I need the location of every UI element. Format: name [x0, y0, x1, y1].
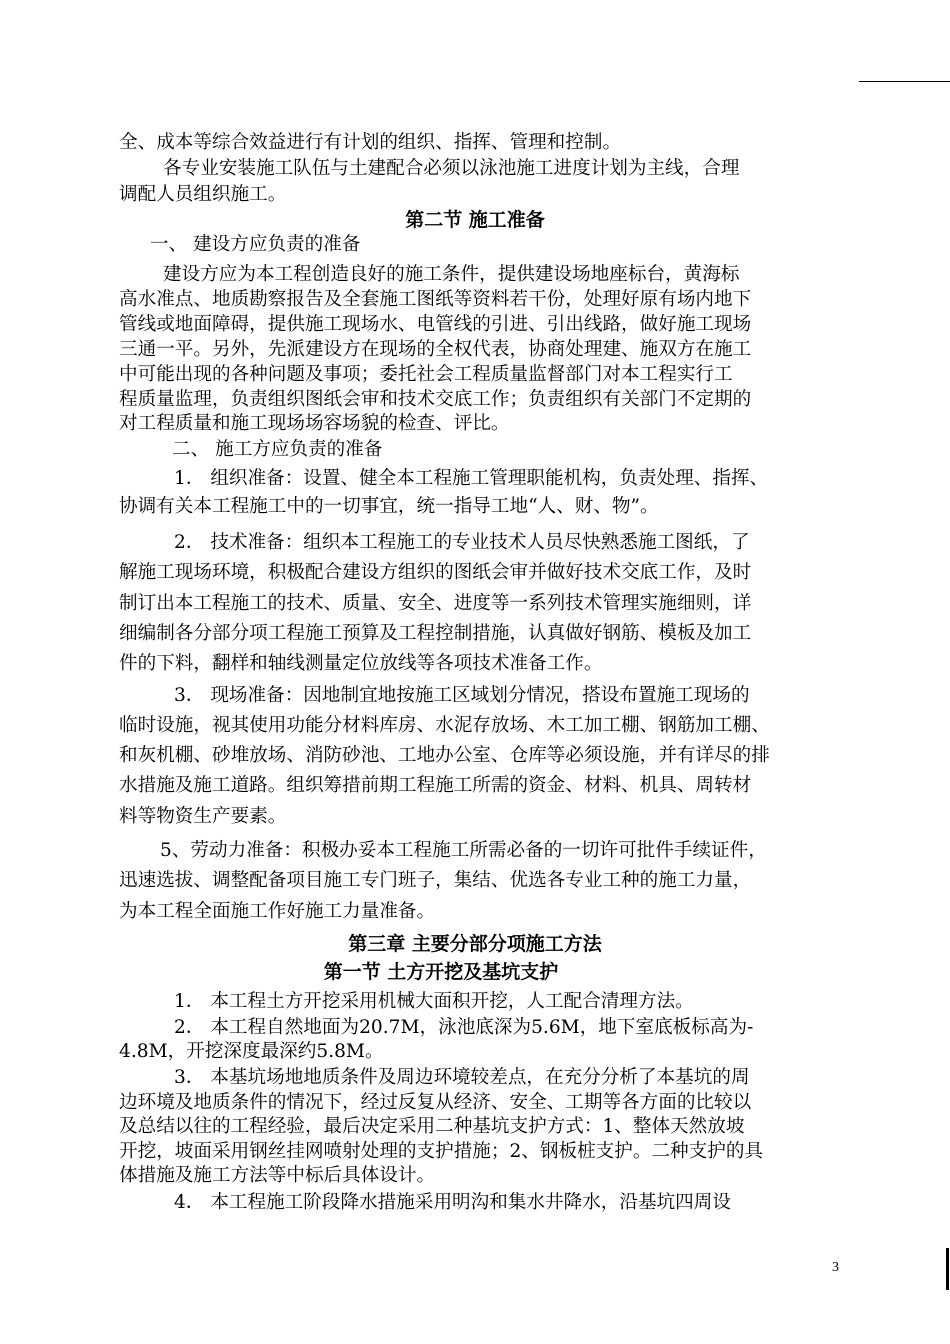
text-line: 为本工程全面施工作好施工力量准备。: [119, 901, 436, 922]
text-line: 4.8M，开挖深度最深约5.8M。: [119, 1041, 384, 1062]
text-line: 料等物资生产要素。: [119, 806, 287, 827]
text-line: 5、劳动力准备：积极办妥本工程施工所需必备的一切许可批件手续证件，: [160, 840, 767, 861]
text-line: 对工程质量和施工现场场容场貌的检查、评比。: [119, 413, 510, 434]
text-line: 水措施及施工道路。组织筹措前期工程施工所需的资金、材料、机具、周转材: [119, 775, 752, 796]
section-heading: 第二节 施工准备: [405, 209, 545, 231]
text-line: 3． 现场准备：因地制宜地按施工区域划分情况，搭设布置施工现场的: [174, 685, 750, 706]
text-line: 细编制各分部分项工程施工预算及工程控制措施，认真做好钢筋、模板及加工: [119, 623, 752, 644]
text-line: 2． 本工程自然地面为20.7M，泳池底深为5.6M，地下室底板标高为-: [174, 1017, 754, 1038]
text-line: 管线或地面障碍，提供施工现场水、电管线的引进、引出线路，做好施工现场: [119, 314, 752, 335]
text-line: 3． 本基坑场地地质条件及周边环境较差点，在充分分析了本基坑的周: [174, 1067, 750, 1088]
text-line: 程质量监理，负责组织图纸会审和技术交底工作；负责组织有关部门不定期的: [119, 389, 752, 410]
text-line: 开挖，坡面采用钢丝挂网喷射处理的支护措施；2、钢板桩支护。二种支护的具: [119, 1141, 764, 1162]
text-line: 三通一平。另外，先派建设方在现场的全权代表，协商处理建、施双方在施工: [119, 339, 752, 360]
text-line: 各专业安装施工队伍与土建配合必须以泳池施工进度计划为主线，合理: [163, 158, 740, 179]
subsection-heading: 一、 建设方应负责的准备: [150, 234, 361, 255]
subsection-heading: 二、 施工方应负责的准备: [172, 439, 383, 460]
text-line: 高水准点、地质勘察报告及全套施工图纸等资料若干份，处理好原有场内地下: [119, 289, 752, 310]
text-line: 1． 组织准备：设置、健全本工程施工管理职能机构，负责处理、指挥、: [174, 468, 769, 489]
text-line: 1． 本工程土方开挖采用机械大面积开挖，人工配合清理方法。: [174, 991, 694, 1012]
text-line: 4． 本工程施工阶段降水措施采用明沟和集水井降水，沿基坑四周设: [174, 1192, 731, 1213]
text-line: 和灰机棚、砂堆放场、消防砂池、工地办公室、仓库等必须设施，并有详尽的排: [119, 745, 770, 766]
section-heading: 第一节 土方开挖及基坑支护: [323, 961, 559, 983]
text-line: 边环境及地质条件的情况下，经过反复从经济、安全、工期等各方面的比较以: [119, 1092, 752, 1113]
text-line: 建设方应为本工程创造良好的施工条件，提供建设场地座标台，黄海标: [163, 264, 740, 285]
text-line: 全、成本等综合效益进行有计划的组织、指挥、管理和控制。: [119, 132, 622, 153]
page-number: 3: [832, 1260, 839, 1275]
text-line: 件的下料，翻样和轴线测量定位放线等各项技术准备工作。: [119, 653, 603, 674]
text-line: 及总结以往的工程经验，最后决定采用二种基坑支护方式：1、整体天然放坡: [119, 1116, 745, 1137]
text-line: 临时设施，视其使用功能分材料库房、水泥存放场、木工加工棚、钢筋加工棚、: [119, 715, 770, 736]
text-line: 调配人员组织施工。: [119, 184, 287, 205]
header-rule: [859, 81, 950, 82]
text-line: 协调有关本工程施工中的一切事宜，统一指导工地“人、财、物”。: [119, 496, 659, 517]
text-line: 迅速选拔、调整配备项目施工专门班子，集结、优选各专业工种的施工力量，: [119, 870, 752, 891]
margin-mark: [946, 1248, 949, 1290]
chapter-heading: 第三章 主要分部分项施工方法: [348, 933, 602, 955]
text-line: 制订出本工程施工的技术、质量、安全、进度等一系列技术管理实施细则，详: [119, 593, 752, 614]
text-line: 解施工现场环境，积极配合建设方组织的图纸会审并做好技术交底工作，及时: [119, 562, 752, 583]
text-line: 中可能出现的各种问题及事项；委托社会工程质量监督部门对本工程实行工: [119, 364, 733, 385]
text-line: 2． 技术准备：组织本工程施工的专业技术人员尽快熟悉施工图纸，了: [174, 532, 750, 553]
text-line: 体措施及施工方法等中标后具体设计。: [119, 1165, 436, 1186]
